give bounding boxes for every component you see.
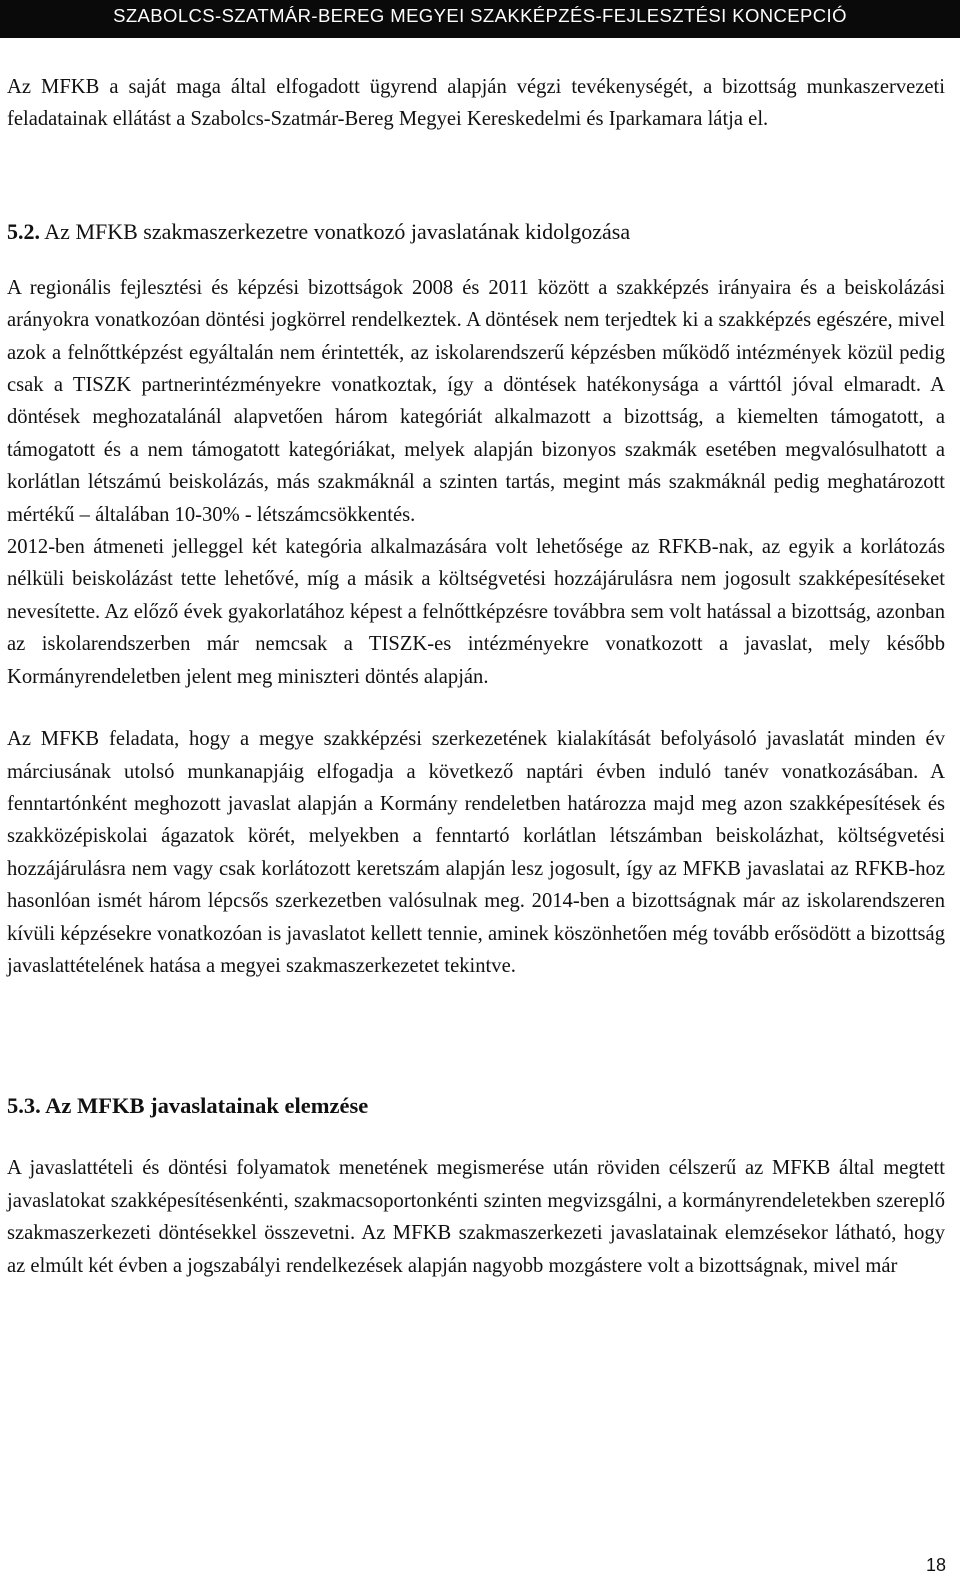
section-number: 5.3.	[7, 1093, 41, 1119]
document-header-title: SZABOLCS-SZATMÁR-BEREG MEGYEI SZAKKÉPZÉS-FEJLESZTÉSI KONCEPCIÓ	[113, 5, 847, 26]
page-content	[7, 71, 945, 1282]
section-title: Az MFKB szakmaszerkezetre vonatkozó javaslatának kidolgozása	[44, 218, 631, 244]
section-number: 5.2.	[7, 218, 40, 244]
section-heading-5-3	[7, 1090, 945, 1122]
paragraph-body: 2012-ben átmeneti jelleggel két kategória alkalmazására volt lehetősége az RFKB-nak, az egyik a korlátozás nélküli beiskolázást tette lehetővé, míg a másik a költségvetési hozzájárulásra nem jogosult szakképesítéseket nevesítette. Az előző évek gyakorlatához képest a felnőttképzésre továbbra sem volt hatással a bizottság, azonban az iskolarendszerben már nemcsak a TISZK-es intézményekre vonatkozott a javaslat, mely később Kormányrendeletben jelent meg miniszteri döntés alapján.	[7, 536, 945, 688]
paragraph-intro: Az MFKB a saját maga által elfogadott ügyrend alapján végzi tevékenységét, a bizottság munkaszervezeti feladatainak ellátást a Szabolcs-Szatmár-Bereg Megyei Kereskedelmi és Iparkamara látja el.	[7, 76, 945, 131]
paragraph-body: Az MFKB feladata, hogy a megye szakképzési szerkezetének kialakítását befolyásoló javaslatát minden év márciusának utolsó munkanapjáig elfogadja a következő naptári évben induló tanév vonatkozásában. A fenntartónként meghozott javaslat alapján a Kormány rendeletben határozza majd meg azon szakképesítések és szakközépiskolai ágazatok körét, melyekben a fenntartó korlátlan létszámban beiskolázhat, költségvetési hozzájárulásra nem vagy csak korlátozott keretszám alapján lesz jogosult, így az MFKB javaslatai az RFKB-hoz hasonlóan ismét három lépcsős szerkezetben valósulnak meg. 2014-ben a bizottságnak már az iskolarendszeren kívüli képzésekre vonatkozóan is javaslatot kellett tennie, aminek köszönhetően még tovább erősödött a bizottság javaslattételének hatása a megyei szakmaszerkezetet tekintve.	[7, 728, 945, 977]
paragraph-body: A javaslattételi és döntési folyamatok menetének megismerése után röviden célszerű az MFKB által megtett javaslatokat szakképesítésenkénti, szakmacsoportonkénti szinten megvizsgálni, a kormányrendeletekben szereplő szakmaszerkezeti döntésekkel összevetni. Az MFKB szakmaszerkezeti javaslatainak elemzésekor látható, hogy az elmúlt két évben a jogszabályi rendelkezések alapján nagyobb mozgástere volt a bizottságnak, mivel már	[7, 1157, 945, 1277]
paragraph-body: A regionális fejlesztési és képzési bizottságok 2008 és 2011 között a szakképzés irányaira és a beiskolázási arányokra vonatkozóan döntési jogkörrel rendelkeztek. A döntések nem terjedtek ki a szakképzés egészére, mivel azok a felnőttképzést egyáltalán nem érintették, az iskolarendszerű képzésben működő intézmények közül pedig csak a TISZK partnerintézményekre vonatkoztak, így a döntések hatékonysága a várttól jóval elmaradt. A döntések meghozatalánál alapvetően három kategóriát alkalmazott a bizottság, a kiemelten támogatott, a támogatott és a nem támogatott kategóriákat, melyek alapján bizonyos szakmák esetében megvalósulhatott a korlátlan létszámú beiskolázás, más szakmáknál a szinten tartás, megint más szakmáknál pedig meghatározott mértékű – általában 10-30% - létszámcsökkentés.	[7, 276, 945, 526]
section-title: Az MFKB javaslatainak elemzése	[45, 1093, 369, 1119]
section-heading-5-2	[7, 216, 945, 248]
page-number: 18	[925, 1555, 946, 1575]
